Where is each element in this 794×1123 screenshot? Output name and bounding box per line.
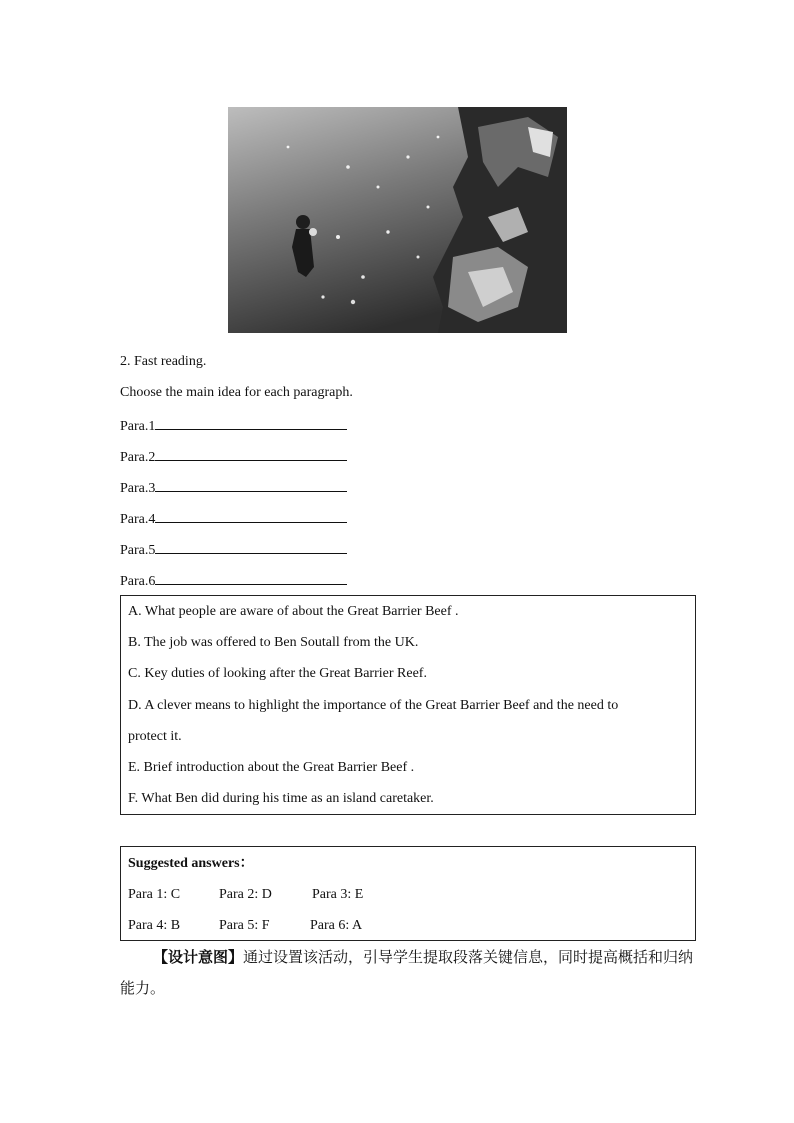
answer-para-2: Para 2: D [219,887,272,902]
answer-para-1: Para 1: C [128,887,181,902]
para-line-5 [120,538,347,561]
option-a: A. What people are aware of about the Great Barrier Beef . [128,604,459,619]
design-intent [120,942,700,1004]
instruction: Choose the main idea for each paragraph. [120,385,353,400]
design-intent-text: 通过设置该活动，引导学生提取段落关键信息，同时提高概括和归纳能力。 [120,948,694,997]
answer-para-6: Para 6: A [310,918,363,933]
option-d: D. A clever means to highlight the importance of the Great Barrier Beef and the need to [128,698,619,713]
reef-photo [228,107,567,333]
options-box [120,595,696,815]
answer-para-5: Para 5: F [219,918,270,933]
option-e: E. Brief introduction about the Great Barrier Beef . [128,760,415,775]
option-c: C. Key duties of looking after the Great Barrier Reef. [128,666,427,681]
answer-para-3: Para 3: E [312,887,364,902]
option-b: B. The job was offered to Ben Soutall from the UK. [128,635,419,650]
para-line-4 [120,507,347,530]
para-line-1 [120,414,347,437]
para-line-2 [120,445,347,468]
para-label: Para.3 [120,481,156,496]
answer-blank[interactable] [155,476,347,492]
answers-box [120,846,696,941]
reef-photo-graphic [228,107,567,333]
option-f: F. What Ben did during his time as an island caretaker. [128,791,434,806]
answer-para-4: Para 4: B [128,918,181,933]
para-line-3 [120,476,347,499]
para-label: Para.6 [120,574,156,589]
answer-blank[interactable] [155,414,347,430]
para-label: Para.2 [120,450,156,465]
answer-blank[interactable] [155,538,347,554]
answers-title: Suggested answers： [128,856,254,871]
para-line-6 [120,569,347,592]
section-heading: 2. Fast reading. [120,354,207,369]
answer-blank[interactable] [155,445,347,461]
para-label: Para.5 [120,543,156,558]
option-d-continued: protect it. [128,729,182,744]
para-label: Para.1 [120,419,156,434]
para-label: Para.4 [120,512,156,527]
answer-blank[interactable] [155,507,347,523]
design-intent-label: 【设计意图】 [153,948,244,966]
answer-blank[interactable] [155,569,347,585]
